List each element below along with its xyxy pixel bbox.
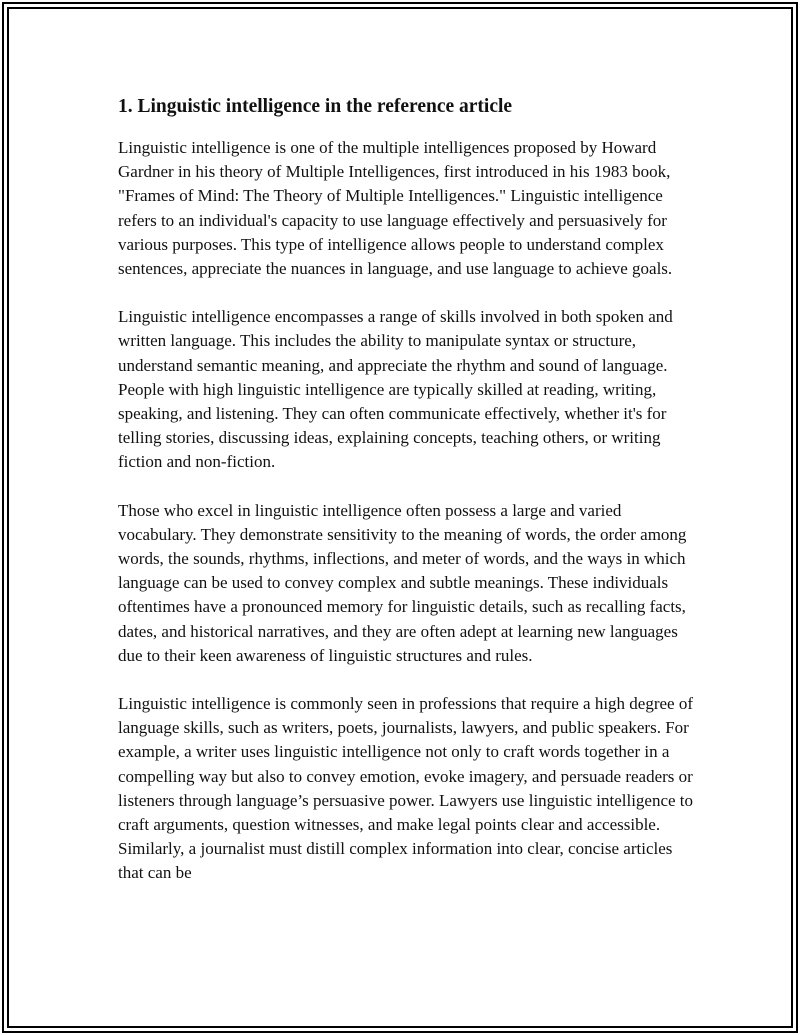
- paragraph-3: Those who excel in linguistic intelligence often possess a large and varied vocabulary. They demonstrate sensitivity to the meaning of words, the order among words, the sounds, rhythms, inflections, and meter of words, and the ways in which language can be used to convey complex and subtle meanings. These individuals oftentimes have a pronounced memory for linguistic details, such as recalling facts, dates, and historical narratives, and they are often adept at learning new languages due to their keen awareness of linguistic structures and rules.: [118, 500, 687, 665]
- paragraph-1: Linguistic intelligence is one of the multiple intelligences proposed by Howard Gardner in his theory of Multiple Intelligences, first introduced in his 1983 book, "Frames of Mind: The Theory of Multiple Intelligences." Linguistic intelligence refers to an individual's capacity to use language effectively and persuasively for various purposes. This type of intelligence allows people to understand complex sentences, appreciate the nuances in language, and use language to achieve goals.: [118, 138, 673, 279]
- paragraph-2: Linguistic intelligence encompasses a range of skills involved in both spoken and written language. This includes the ability to manipulate syntax or structure, understand semantic meaning, and appreciate the rhythm and sound of language. People with high linguistic intelligence are typically skilled at reading, writing, speaking, and listening. They can often communicate effectively, whether it's for telling stories, discussing ideas, explaining concepts, teaching others, or writing fiction and non-fiction.: [118, 307, 673, 472]
- document-body: [118, 94, 698, 910]
- section-heading: 1. Linguistic intelligence in the reference article: [118, 96, 513, 117]
- paragraph-4: Linguistic intelligence is commonly seen in professions that require a high degree of language skills, such as writers, poets, journalists, lawyers, and public speakers. For example, a writer uses linguistic intelligence not only to craft words together in a compelling way but also to convey emotion, evoke imagery, and persuade readers or listeners through language’s persuasive power. Lawyers use linguistic intelligence to craft arguments, question witnesses, and make legal points clear and accessible. Similarly, a journalist must distill complex information into clear, concise articles that can be: [118, 694, 694, 883]
